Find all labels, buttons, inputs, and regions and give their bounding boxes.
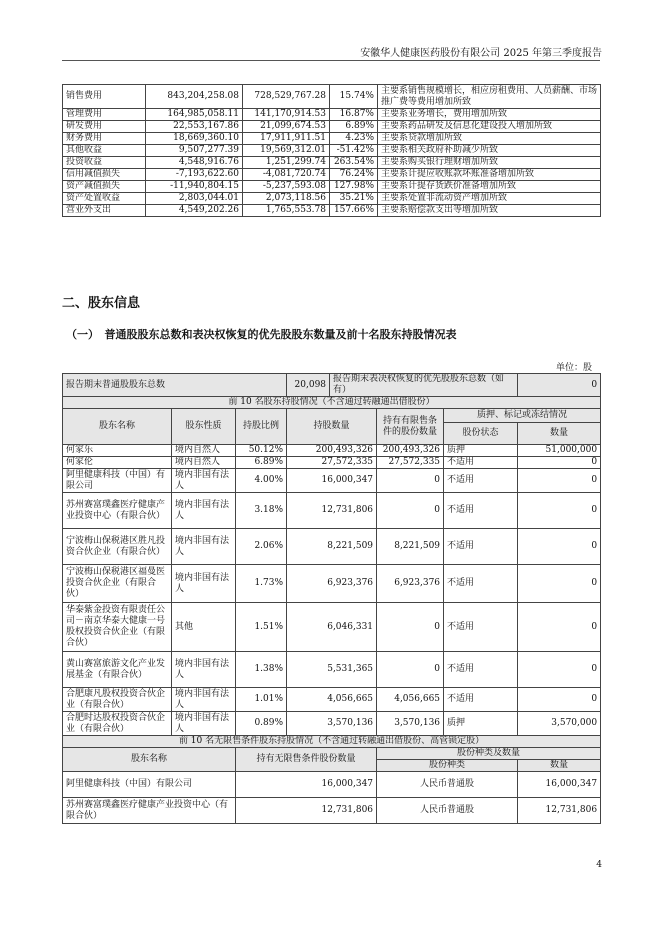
shareholder-table bbox=[62, 373, 601, 824]
expense-change: 6.89% bbox=[330, 121, 378, 133]
unrestricted-qty: 16,000,347 bbox=[236, 772, 377, 798]
shareholder-name: 合肥时达股权投资合伙企业（有限合伙） bbox=[63, 712, 172, 736]
col-header-qty: 持股数量 bbox=[287, 409, 377, 445]
section-title: 二、股东信息 bbox=[62, 296, 141, 311]
expense-previous: -5,237,593.08 bbox=[243, 181, 330, 193]
shareholder-name: 阿里健康科技（中国）有限公司 bbox=[63, 469, 172, 493]
shareholder-nature: 境内非国有法人 bbox=[172, 469, 236, 493]
shareholder-nature: 境内非国有法人 bbox=[172, 652, 236, 688]
shareholder-name: 何家乐 bbox=[63, 445, 172, 457]
unrestricted-row bbox=[63, 798, 601, 824]
unrestricted-type: 人民币普通股 bbox=[377, 772, 518, 798]
shareholder-row bbox=[63, 445, 601, 457]
expense-row bbox=[63, 169, 601, 181]
expense-current: -7,193,622.60 bbox=[146, 169, 243, 181]
shareholder-restricted: 0 bbox=[377, 493, 444, 529]
unrestricted-name: 苏州赛富璞鑫医疗健康产业投资中心（有限合伙） bbox=[63, 798, 236, 824]
col-header-restricted: 持有有限售条件的股份数量 bbox=[377, 409, 444, 445]
expense-row bbox=[63, 181, 601, 193]
shareholder-restricted: 3,570,136 bbox=[377, 712, 444, 736]
expense-previous: 1,251,299.74 bbox=[243, 157, 330, 169]
shareholder-row bbox=[63, 712, 601, 736]
expense-reason: 主要系计提应收账款坏账准备增加所致 bbox=[378, 169, 601, 181]
expense-reason: 主要系购买银行理财增加所致 bbox=[378, 157, 601, 169]
expense-row bbox=[63, 157, 601, 169]
shareholder-restricted: 27,572,335 bbox=[377, 457, 444, 469]
shareholder-status: 不适用 bbox=[444, 688, 518, 712]
expense-current: 4,549,202.26 bbox=[146, 205, 243, 217]
shareholder-row bbox=[63, 529, 601, 565]
shareholder-qty: 5,531,365 bbox=[287, 652, 377, 688]
section-subtitle: （一） 普通股股东总数和表决权恢复的优先股股东数量及前十名股东持股情况表 bbox=[66, 328, 457, 341]
shareholder-restricted: 8,221,509 bbox=[377, 529, 444, 565]
shareholder-row bbox=[63, 688, 601, 712]
total-holders-value: 20,098 bbox=[287, 374, 330, 397]
expense-item: 管理费用 bbox=[63, 109, 146, 121]
expense-previous: 21,099,674.53 bbox=[243, 121, 330, 133]
shareholder-pledge-qty: 0 bbox=[518, 493, 601, 529]
u-col-header-type: 股份种类 bbox=[377, 760, 518, 772]
expense-row bbox=[63, 85, 601, 109]
shareholder-restricted: 0 bbox=[377, 603, 444, 652]
shareholder-row bbox=[63, 652, 601, 688]
expense-reason: 主要系药品研发及信息化建设投入增加所致 bbox=[378, 121, 601, 133]
expense-current: 18,669,360.10 bbox=[146, 133, 243, 145]
unrestricted-qty: 12,731,806 bbox=[236, 798, 377, 824]
shareholder-status: 质押 bbox=[444, 712, 518, 736]
shareholder-name: 宁波梅山保税港区胜凡投资合伙企业（有限合伙） bbox=[63, 529, 172, 565]
shareholder-pledge-qty: 0 bbox=[518, 469, 601, 493]
page-number: 4 bbox=[596, 860, 602, 870]
expense-previous: 728,529,767.28 bbox=[243, 85, 330, 109]
expense-item: 信用减值损失 bbox=[63, 169, 146, 181]
u-col-header-name: 股东名称 bbox=[63, 748, 236, 772]
shareholder-ratio: 1.73% bbox=[236, 565, 287, 603]
col-header-ratio: 持股比例 bbox=[236, 409, 287, 445]
expense-item: 资产处置收益 bbox=[63, 193, 146, 205]
unrestricted-title: 前 10 名无限售条件股东持股情况（不含通过转融通出借股份、高管锁定股） bbox=[63, 736, 601, 748]
shareholder-status: 不适用 bbox=[444, 457, 518, 469]
shareholder-pledge-qty: 0 bbox=[518, 565, 601, 603]
shareholder-pledge-qty: 0 bbox=[518, 529, 601, 565]
expense-change: -51.42% bbox=[330, 145, 378, 157]
shareholder-ratio: 1.51% bbox=[236, 603, 287, 652]
expense-current: 22,553,167.86 bbox=[146, 121, 243, 133]
expense-current: 9,507,277.39 bbox=[146, 145, 243, 157]
shareholder-name: 合肥康凡股权投资合伙企业（有限合伙） bbox=[63, 688, 172, 712]
shareholder-name: 宁波梅山保税港区福曼医投资合伙企业（有限合伙） bbox=[63, 565, 172, 603]
shareholder-qty: 8,221,509 bbox=[287, 529, 377, 565]
expense-reason: 主要系业务增长，费用增加所致 bbox=[378, 109, 601, 121]
shareholder-pledge-qty: 51,000,000 bbox=[518, 445, 601, 457]
expense-row bbox=[63, 193, 601, 205]
shareholder-ratio: 0.89% bbox=[236, 712, 287, 736]
shareholder-ratio: 6.89% bbox=[236, 457, 287, 469]
expense-previous: 141,170,914.53 bbox=[243, 109, 330, 121]
expense-item: 其他收益 bbox=[63, 145, 146, 157]
expense-row bbox=[63, 133, 601, 145]
shareholder-row bbox=[63, 493, 601, 529]
shareholder-nature: 境内自然人 bbox=[172, 445, 236, 457]
expense-previous: 1,765,553.78 bbox=[243, 205, 330, 217]
expense-current: 164,985,058.11 bbox=[146, 109, 243, 121]
shareholder-qty: 3,570,136 bbox=[287, 712, 377, 736]
expense-current: 843,204,258.08 bbox=[146, 85, 243, 109]
col-header-status: 股份状态 bbox=[444, 423, 518, 445]
shareholder-nature: 境内非国有法人 bbox=[172, 529, 236, 565]
expense-change: 127.98% bbox=[330, 181, 378, 193]
expense-change: 4.23% bbox=[330, 133, 378, 145]
u-col-header-type-qty: 数量 bbox=[518, 760, 601, 772]
expense-reason: 主要系贷款增加所致 bbox=[378, 133, 601, 145]
shareholder-pledge-qty: 0 bbox=[518, 603, 601, 652]
header-divider bbox=[62, 60, 600, 61]
expense-reason: 主要系销售规模增长，相应房租费用、人员薪酬、市场推广费等费用增加所致 bbox=[378, 85, 601, 109]
expense-change: 76.24% bbox=[330, 169, 378, 181]
shareholder-ratio: 4.00% bbox=[236, 469, 287, 493]
col-header-pledge-group: 质押、标记或冻结情况 bbox=[444, 409, 601, 423]
unrestricted-type-qty: 16,000,347 bbox=[518, 772, 601, 798]
shareholder-status: 不适用 bbox=[444, 565, 518, 603]
shareholder-ratio: 1.38% bbox=[236, 652, 287, 688]
shareholder-qty: 12,731,806 bbox=[287, 493, 377, 529]
expense-current: 2,803,044.01 bbox=[146, 193, 243, 205]
shareholder-pledge-qty: 0 bbox=[518, 457, 601, 469]
shareholder-name: 黄山赛富旅游文化产业发展基金（有限合伙） bbox=[63, 652, 172, 688]
unrestricted-type-qty: 12,731,806 bbox=[518, 798, 601, 824]
expense-row bbox=[63, 205, 601, 217]
expense-item: 资产减值损失 bbox=[63, 181, 146, 193]
expense-item: 研发费用 bbox=[63, 121, 146, 133]
shareholder-nature: 境内非国有法人 bbox=[172, 565, 236, 603]
shareholder-nature: 境内自然人 bbox=[172, 457, 236, 469]
expense-previous: 17,911,911.51 bbox=[243, 133, 330, 145]
unrestricted-type: 人民币普通股 bbox=[377, 798, 518, 824]
expense-row bbox=[63, 145, 601, 157]
expense-reason: 主要系相关政府补助减少所致 bbox=[378, 145, 601, 157]
shareholder-pledge-qty: 3,570,000 bbox=[518, 712, 601, 736]
unrestricted-name: 阿里健康科技（中国）有限公司 bbox=[63, 772, 236, 798]
unit-label: 单位：股 bbox=[555, 363, 592, 373]
shareholder-status: 不适用 bbox=[444, 469, 518, 493]
expense-item: 财务费用 bbox=[63, 133, 146, 145]
shareholder-qty: 27,572,335 bbox=[287, 457, 377, 469]
shareholder-status: 不适用 bbox=[444, 529, 518, 565]
pref-holders-value: 0 bbox=[518, 374, 601, 397]
expense-current: 4,548,916.76 bbox=[146, 157, 243, 169]
shareholder-pledge-qty: 0 bbox=[518, 652, 601, 688]
shareholder-row bbox=[63, 469, 601, 493]
col-header-name: 股东名称 bbox=[63, 409, 172, 445]
total-holders-label: 报告期末普通股股东总数 bbox=[63, 374, 287, 397]
shareholder-qty: 6,923,376 bbox=[287, 565, 377, 603]
shareholder-restricted: 0 bbox=[377, 469, 444, 493]
shareholder-nature: 境内非国有法人 bbox=[172, 712, 236, 736]
expense-change: 263.54% bbox=[330, 157, 378, 169]
shareholder-status: 不适用 bbox=[444, 652, 518, 688]
shareholder-row bbox=[63, 603, 601, 652]
shareholder-status: 质押 bbox=[444, 445, 518, 457]
page-header-title: 安徽华人健康医药股份有限公司 2025 年第三季度报告 bbox=[360, 48, 602, 59]
expense-change: 16.87% bbox=[330, 109, 378, 121]
shareholder-restricted: 0 bbox=[377, 652, 444, 688]
expense-item: 营业外支出 bbox=[63, 205, 146, 217]
expense-reason: 主要系赔偿款支出等增加所致 bbox=[378, 205, 601, 217]
shareholder-qty: 4,056,665 bbox=[287, 688, 377, 712]
shareholder-nature: 境内非国有法人 bbox=[172, 688, 236, 712]
expense-change: 35.21% bbox=[330, 193, 378, 205]
shareholder-qty: 16,000,347 bbox=[287, 469, 377, 493]
expense-change-table bbox=[62, 84, 601, 217]
expense-item: 投资收益 bbox=[63, 157, 146, 169]
expense-previous: 2,073,118.56 bbox=[243, 193, 330, 205]
expense-row bbox=[63, 109, 601, 121]
expense-change: 15.74% bbox=[330, 85, 378, 109]
col-header-pledge-qty: 数量 bbox=[518, 423, 601, 445]
col-header-nature: 股东性质 bbox=[172, 409, 236, 445]
expense-previous: 19,569,312.01 bbox=[243, 145, 330, 157]
expense-current: -11,940,804.15 bbox=[146, 181, 243, 193]
shareholder-name: 何家伦 bbox=[63, 457, 172, 469]
top10-title: 前 10 名股东持股情况（不含通过转融通出借股份） bbox=[63, 397, 601, 409]
shareholder-status: 不适用 bbox=[444, 603, 518, 652]
shareholder-name: 苏州赛富璞鑫医疗健康产业投资中心（有限合伙） bbox=[63, 493, 172, 529]
u-col-header-qty: 持有无限售条件股份数量 bbox=[236, 748, 377, 772]
shareholder-qty: 200,493,326 bbox=[287, 445, 377, 457]
shareholder-ratio: 2.06% bbox=[236, 529, 287, 565]
shareholder-ratio: 1.01% bbox=[236, 688, 287, 712]
shareholder-nature: 境内非国有法人 bbox=[172, 493, 236, 529]
shareholder-status: 不适用 bbox=[444, 493, 518, 529]
unrestricted-row bbox=[63, 772, 601, 798]
shareholder-name: 华泰紫金投资有限责任公司－南京华泰大健康一号股权投资合伙企业（有限合伙） bbox=[63, 603, 172, 652]
shareholder-ratio: 3.18% bbox=[236, 493, 287, 529]
shareholder-ratio: 50.12% bbox=[236, 445, 287, 457]
expense-reason: 主要系计提存货跌价准备增加所致 bbox=[378, 181, 601, 193]
shareholder-restricted: 200,493,326 bbox=[377, 445, 444, 457]
expense-reason: 主要系处置非流动资产增加所致 bbox=[378, 193, 601, 205]
shareholder-row bbox=[63, 457, 601, 469]
shareholder-row bbox=[63, 565, 601, 603]
shareholder-restricted: 4,056,665 bbox=[377, 688, 444, 712]
pref-holders-label: 报告期末表决权恢复的优先股股东总数（如有） bbox=[330, 374, 518, 397]
expense-row bbox=[63, 121, 601, 133]
shareholder-nature: 其他 bbox=[172, 603, 236, 652]
expense-item: 销售费用 bbox=[63, 85, 146, 109]
expense-change: 157.66% bbox=[330, 205, 378, 217]
shareholder-qty: 6,046,331 bbox=[287, 603, 377, 652]
shareholder-restricted: 6,923,376 bbox=[377, 565, 444, 603]
expense-previous: -4,081,720.74 bbox=[243, 169, 330, 181]
u-col-header-type-group: 股份种类及数量 bbox=[377, 748, 601, 760]
shareholder-pledge-qty: 0 bbox=[518, 688, 601, 712]
